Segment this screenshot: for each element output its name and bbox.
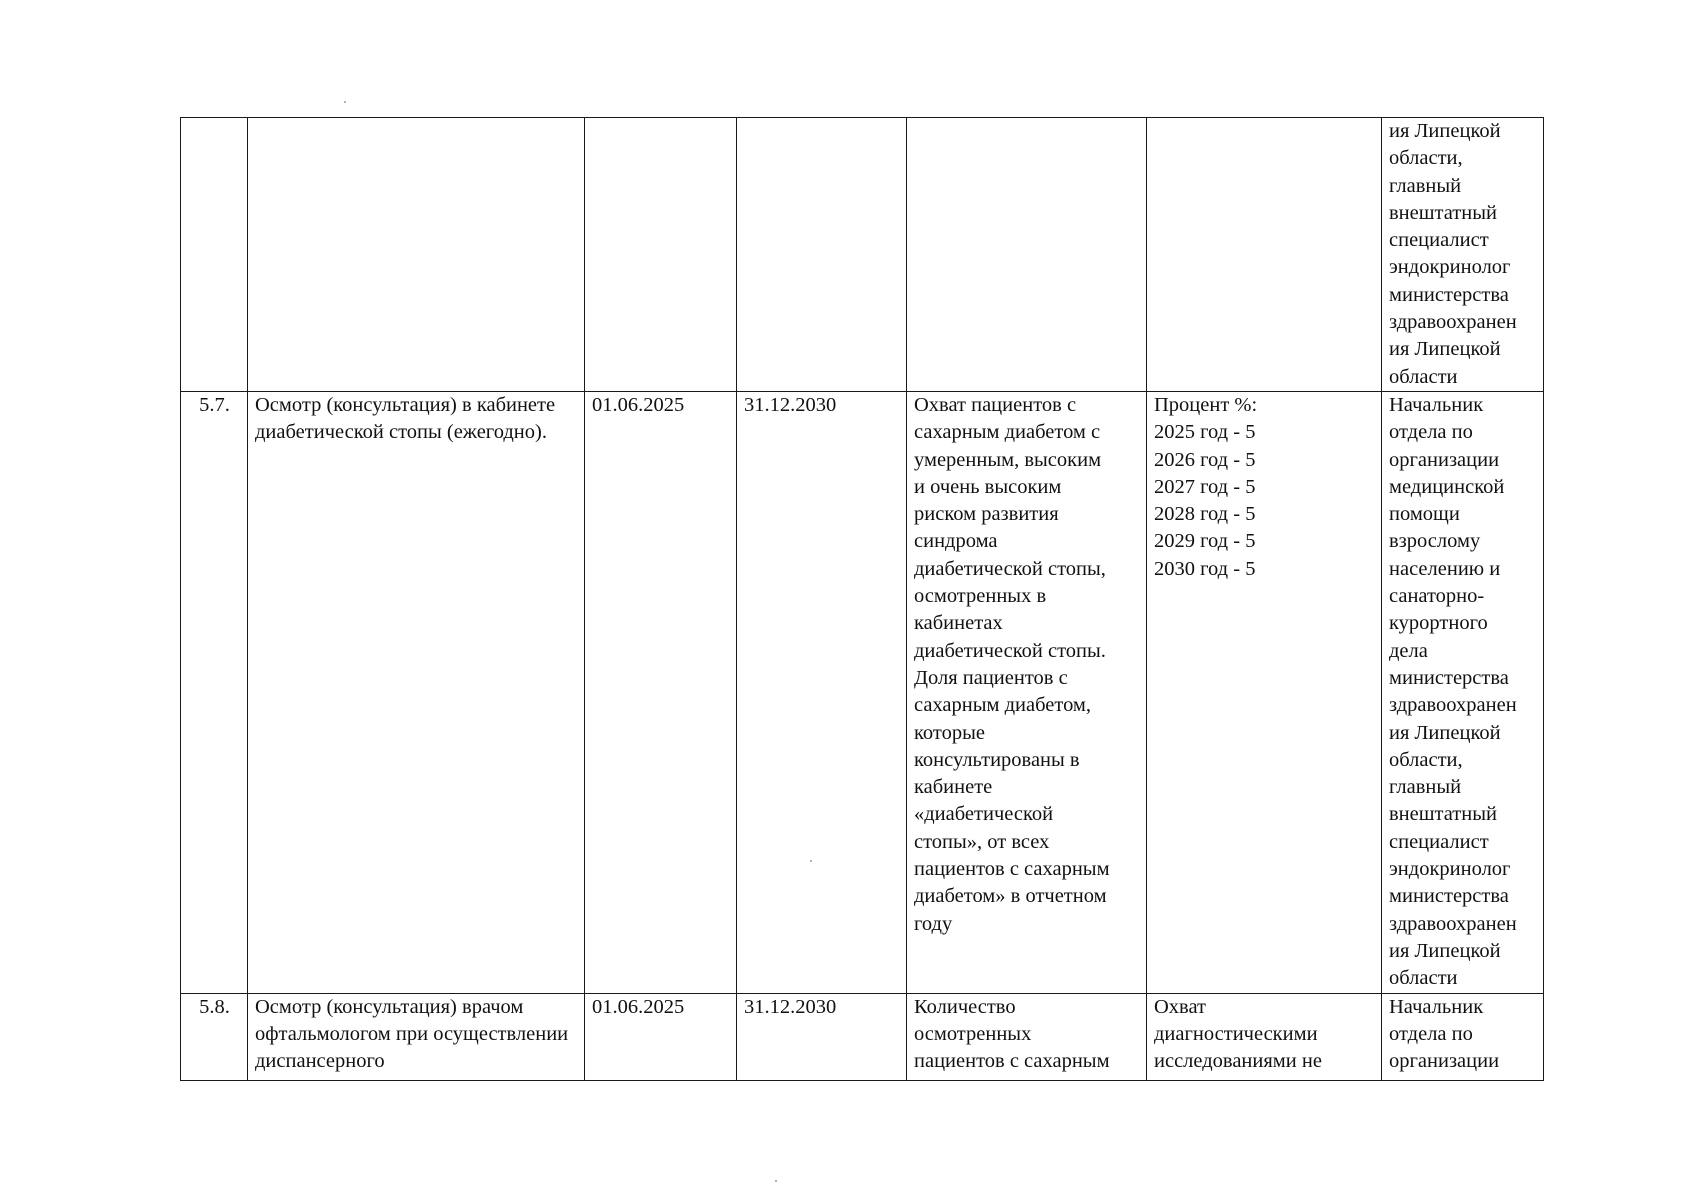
text-line: пациентов с сахарным: [914, 858, 1110, 881]
cell-end-date: [737, 118, 907, 392]
text-line: отдела по: [1389, 421, 1473, 444]
text-line: внештатный: [1389, 803, 1497, 826]
text-line: Охват пациентов с: [914, 393, 1077, 416]
text-line: министерства: [1389, 885, 1509, 908]
text-line: организации: [1389, 1050, 1500, 1073]
text-line: области: [1389, 967, 1458, 990]
text-line: 2025 год - 5: [1154, 421, 1256, 444]
cell-indicator: [907, 391, 1147, 993]
text-line: области,: [1389, 748, 1463, 771]
text-line: области,: [1389, 147, 1463, 170]
text-line: году: [914, 912, 953, 935]
cell-responsible: [1382, 993, 1544, 1080]
table-row: [181, 391, 1544, 993]
cell-indicator: [907, 118, 1147, 392]
event-text: Осмотр (консультация) в кабинете диабетической стопы (ежегодно).: [255, 393, 556, 444]
cell-start-date: 01.06.2025: [585, 391, 737, 993]
cell-end-date: 31.12.2030: [737, 391, 907, 993]
text-line: Начальник: [1389, 995, 1484, 1018]
text-line: курортного: [1389, 612, 1488, 635]
text-line: 2026 год - 5: [1154, 448, 1256, 471]
text-line: специалист: [1389, 229, 1489, 252]
cell-event: [248, 391, 585, 993]
text-line: 2030 год - 5: [1154, 557, 1256, 580]
cell-responsible: [1382, 391, 1544, 993]
text-line: Доля пациентов с: [914, 666, 1068, 689]
event-text: Осмотр (консультация) врачом офтальмологом при осуществлении диспансерного: [255, 995, 569, 1073]
text-line: диабетической стопы,: [914, 557, 1106, 580]
text-line: которые: [914, 721, 985, 744]
text-line: ия Липецкой: [1389, 120, 1501, 142]
text-line: диабетической стопы.: [914, 639, 1106, 662]
text-line: синдрома: [914, 530, 998, 553]
text-line: исследованиями не: [1154, 1050, 1322, 1073]
text-line: консультированы в: [914, 748, 1080, 771]
text-line: 2028 год - 5: [1154, 503, 1256, 526]
text-line: кабинете: [914, 776, 993, 799]
text-line: главный: [1389, 174, 1462, 197]
cell-target: [1147, 391, 1382, 993]
text-line: сахарным диабетом с: [914, 421, 1101, 444]
text-line: Охват: [1154, 995, 1206, 1018]
cell-target: [1147, 118, 1382, 392]
cell-end-date: 31.12.2030: [737, 993, 907, 1080]
text-line: Начальник: [1389, 393, 1484, 416]
scan-speck: [344, 101, 346, 103]
text-line: кабинетах: [914, 612, 1003, 635]
scan-speck: [810, 860, 812, 862]
cell-responsible: [1382, 118, 1544, 392]
text-line: здравоохранен: [1389, 311, 1517, 334]
plan-table: [180, 117, 1544, 1081]
text-line: риском развития: [914, 503, 1059, 526]
text-line: 2027 год - 5: [1154, 475, 1256, 498]
cell-start-date: 01.06.2025: [585, 993, 737, 1080]
text-line: специалист: [1389, 830, 1489, 853]
text-line: министерства: [1389, 666, 1509, 689]
text-line: главный: [1389, 776, 1462, 799]
text-line: умеренным, высоким: [914, 448, 1102, 471]
text-line: пациентов с сахарным: [914, 1050, 1110, 1073]
text-line: медицинской: [1389, 475, 1505, 498]
text-line: эндокринолог: [1389, 858, 1511, 881]
text-line: ия Липецкой: [1389, 721, 1501, 744]
text-line: области: [1389, 365, 1458, 388]
text-line: помощи: [1389, 503, 1460, 526]
text-line: Процент %:: [1154, 393, 1258, 416]
cell-number: 5.8.: [181, 993, 248, 1080]
text-line: министерства: [1389, 283, 1509, 306]
cell-number: 5.7.: [181, 391, 248, 993]
cell-indicator: [907, 993, 1147, 1080]
cell-event: [248, 118, 585, 392]
text-line: и очень высоким: [914, 475, 1062, 498]
table-row: [181, 118, 1544, 392]
table-row: [181, 993, 1544, 1080]
text-line: сахарным диабетом,: [914, 694, 1092, 717]
text-line: ия Липецкой: [1389, 939, 1501, 962]
cell-start-date: [585, 118, 737, 392]
text-line: эндокринолог: [1389, 256, 1511, 279]
scan-speck: [775, 1180, 777, 1182]
text-line: внештатный: [1389, 201, 1497, 224]
text-line: 2029 год - 5: [1154, 530, 1256, 553]
text-line: населению и: [1389, 557, 1501, 580]
text-line: осмотренных в: [914, 585, 1047, 608]
cell-event: [248, 993, 585, 1080]
text-line: здравоохранен: [1389, 912, 1517, 935]
text-line: санаторно-: [1389, 585, 1485, 608]
text-line: «диабетической: [914, 803, 1054, 826]
text-line: диагностическими: [1154, 1022, 1318, 1045]
text-line: организации: [1389, 448, 1500, 471]
text-line: взрослому: [1389, 530, 1481, 553]
text-line: дела: [1389, 639, 1428, 662]
cell-number: [181, 118, 248, 392]
text-line: отдела по: [1389, 1022, 1473, 1045]
text-line: Количество: [914, 995, 1016, 1018]
cell-target: [1147, 993, 1382, 1080]
text-line: стопы», от всех: [914, 830, 1050, 853]
text-line: ия Липецкой: [1389, 338, 1501, 361]
text-line: диабетом» в отчетном: [914, 885, 1107, 908]
text-line: осмотренных: [914, 1022, 1032, 1045]
text-line: здравоохранен: [1389, 694, 1517, 717]
